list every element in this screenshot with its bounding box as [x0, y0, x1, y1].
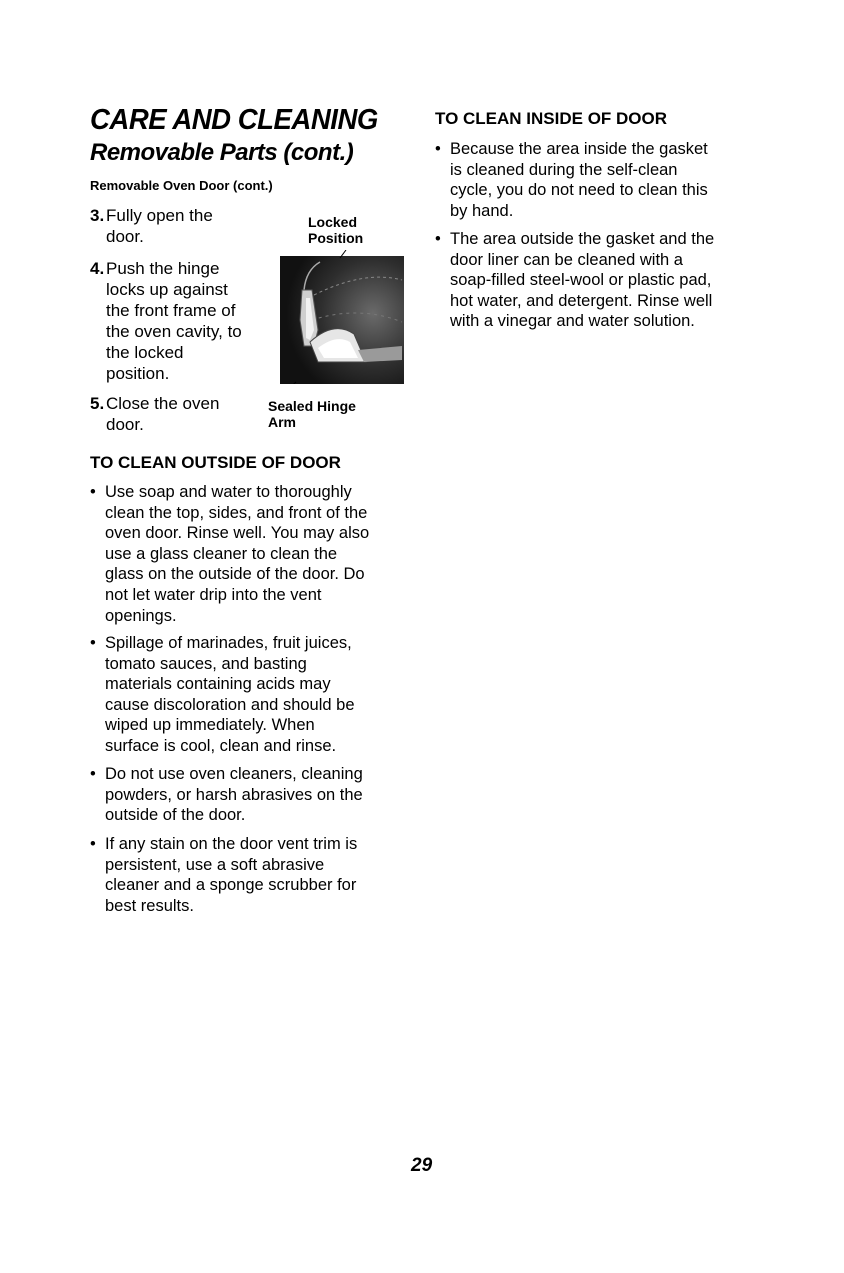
step-text-line: Push the hinge: [106, 259, 220, 278]
step-3: [90, 205, 270, 249]
step-number: 3.: [90, 206, 105, 225]
figure-label-line: Arm: [268, 414, 297, 430]
bullet-line: openings.: [105, 606, 177, 625]
step-text-line: locks up against: [106, 280, 228, 299]
bullet-line: materials containing acids may: [105, 675, 331, 694]
bullet-line: If any stain on the door vent trim is: [105, 835, 358, 853]
bullet-line: tomato sauces, and basting: [105, 654, 307, 673]
bullet-icon: •: [90, 634, 96, 652]
section-heading-inside: TO CLEAN INSIDE OF DOOR: [435, 109, 668, 128]
bullet-line: by hand.: [450, 201, 514, 220]
bullet-line: not let water drip into the vent: [105, 585, 322, 604]
bullet-icon: •: [90, 765, 96, 783]
bullet-icon: •: [90, 483, 96, 501]
step-text-line: the oven cavity, to: [106, 322, 242, 341]
figure-label-line: Locked: [308, 214, 358, 230]
page-title: CARE AND CLEANING: [90, 104, 378, 136]
step-number: 4.: [90, 259, 105, 278]
bullet-line: Do not use oven cleaners, cleaning: [105, 765, 363, 783]
bullet-line: The area outside the gasket and the: [450, 230, 715, 248]
figure-label-line: Position: [308, 230, 364, 246]
bullet-item: [90, 633, 410, 763]
step-text-line: the locked: [106, 343, 184, 362]
step-text-line: door.: [106, 227, 144, 246]
bullet-line: Because the area inside the gasket: [450, 140, 708, 158]
page-number: 29: [411, 1155, 433, 1176]
figure-label-sealed-hinge-arm: [268, 398, 356, 430]
bullet-line: best results.: [105, 896, 194, 915]
bullet-item: [435, 139, 765, 225]
bullet-line: soap-filled steel-wool or plastic pad,: [450, 271, 712, 290]
step-text-line: the front frame of: [106, 301, 236, 320]
bullet-line: Use soap and water to thoroughly: [105, 483, 352, 501]
step-5: [90, 393, 270, 437]
step-text-line: position.: [106, 364, 170, 383]
step-text-line: Close the oven: [106, 394, 220, 413]
bullet-line: powders, or harsh abrasives on the: [105, 785, 363, 804]
bullet-line: surface is cool, clean and rinse.: [105, 736, 337, 755]
bullet-item: [90, 764, 410, 830]
bullet-icon: •: [435, 140, 441, 158]
figure-label-locked-position: [308, 214, 363, 246]
bullet-item: [90, 834, 410, 920]
hinge-photo: [274, 250, 404, 384]
bullet-line: clean the top, sides, and front of the: [105, 503, 368, 522]
bullet-line: cleaner and a sponge scrubber for: [105, 876, 357, 895]
step-text-line: door.: [106, 415, 144, 434]
bullet-item: [90, 482, 410, 632]
bullet-line: cause discoloration and should be: [105, 695, 355, 714]
bullet-line: oven door. Rinse well. You may also: [105, 524, 370, 543]
bullet-line: door liner can be cleaned with a: [450, 250, 683, 269]
subsection-title: Removable Oven Door (cont.): [90, 178, 273, 193]
bullet-line: wiped up immediately. When: [105, 716, 315, 735]
step-number: 5.: [90, 394, 105, 413]
bullet-line: cycle, you do not need to clean this: [450, 181, 708, 200]
step-text-line: Fully open the: [106, 206, 213, 225]
bullet-line: glass on the outside of the door. Do: [105, 565, 365, 584]
bullet-line: outside of the door.: [105, 806, 246, 825]
bullet-line: is cleaned during the self-clean: [450, 160, 678, 179]
bullet-line: persistent, use a soft abrasive: [105, 855, 325, 874]
bullet-item: [435, 229, 765, 339]
bullet-icon: •: [90, 835, 96, 853]
bullet-line: with a vinegar and water solution.: [450, 312, 695, 331]
bullet-line: hot water, and detergent. Rinse well: [450, 291, 713, 310]
bullet-icon: •: [435, 230, 441, 248]
step-4: [90, 258, 270, 388]
section-heading-outside: TO CLEAN OUTSIDE OF DOOR: [90, 453, 341, 472]
page-subtitle: Removable Parts (cont.): [90, 139, 354, 166]
bullet-line: Spillage of marinades, fruit juices,: [105, 634, 352, 652]
figure-label-line: Sealed Hinge: [268, 398, 356, 414]
bullet-line: use a glass cleaner to clean the: [105, 544, 338, 563]
